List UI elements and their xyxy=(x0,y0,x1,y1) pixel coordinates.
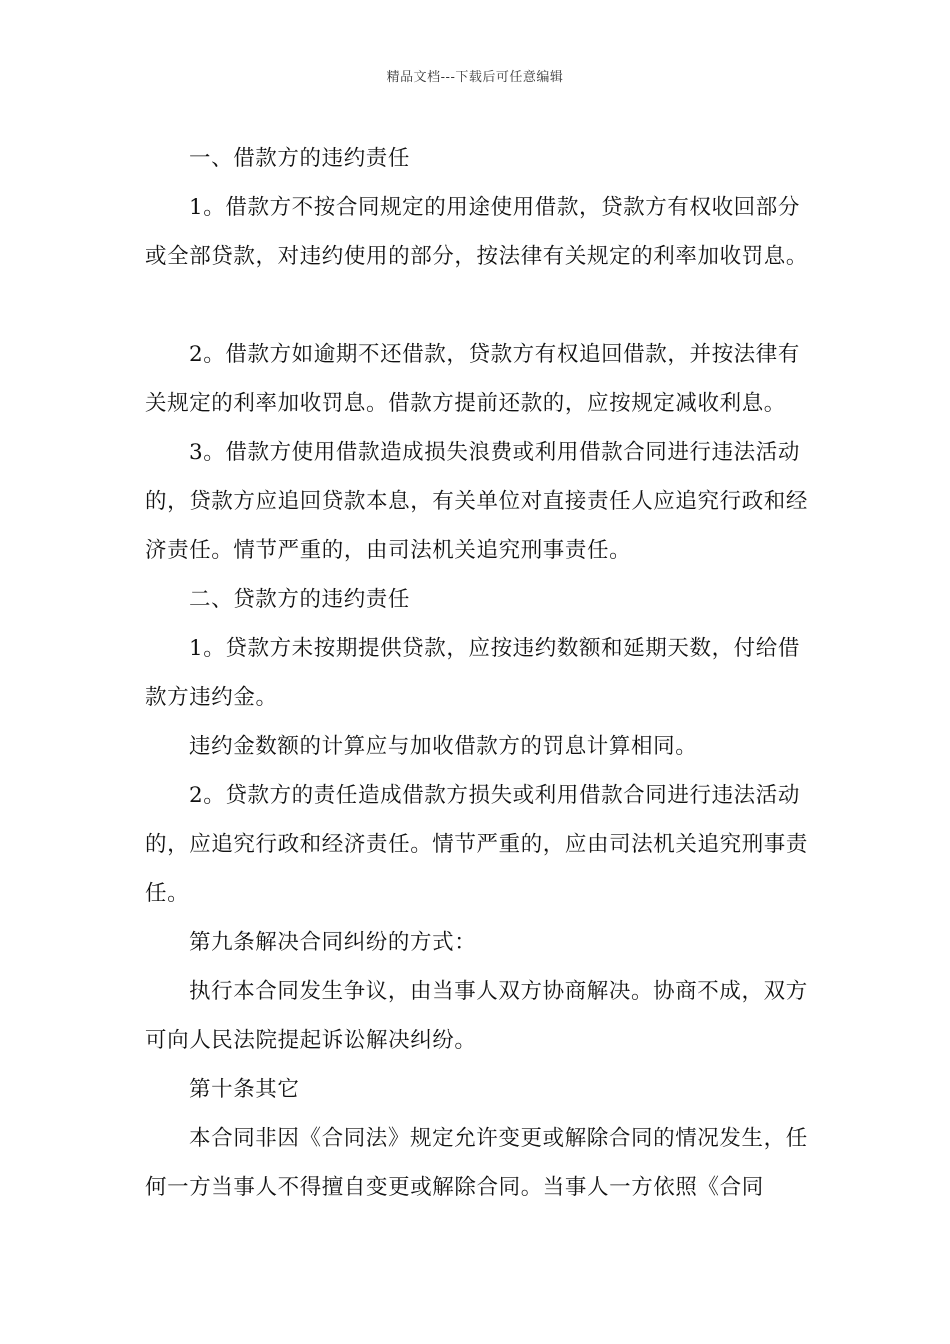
paragraph-spacer xyxy=(145,281,815,330)
clause-paragraph: 2。借款方如逾期不还借款，贷款方有权追回借款，并按法律有关规定的利率加收罚息。借款方提前还款的，应按规定减收利息。 xyxy=(145,342,800,416)
document-body xyxy=(145,134,815,1212)
clause-paragraph: 1。贷款方未按期提供贷款，应按违约数额和延期天数，付给借款方违约金。 xyxy=(145,636,800,710)
page-header: 精品文档---下载后可任意编辑 xyxy=(386,70,564,85)
clause-paragraph: 本合同非因《合同法》规定允许变更或解除合同的情况发生，任何一方当事人不得擅自变更或解除合同。当事人一方依照《合同 xyxy=(145,1126,808,1200)
article-heading-other: 第十条其它 xyxy=(189,1077,300,1102)
section-heading-borrower-liability: 一、借款方的违约责任 xyxy=(189,146,411,171)
section-heading-lender-liability: 二、贷款方的违约责任 xyxy=(189,587,411,612)
clause-paragraph: 违约金数额的计算应与加收借款方的罚息计算相同。 xyxy=(189,734,698,759)
clause-paragraph: 1。借款方不按合同规定的用途使用借款，贷款方有权收回部分或全部贷款，对违约使用的部分，按法律有关规定的利率加收罚息。 xyxy=(145,195,809,269)
clause-paragraph: 3。借款方使用借款造成损失浪费或利用借款合同进行违法活动的，贷款方应追回贷款本息，有关单位对直接责任人应追究行政和经济责任。情节严重的，由司法机关追究刑事责任。 xyxy=(145,440,809,563)
clause-paragraph: 执行本合同发生争议，由当事人双方协商解决。协商不成，双方可向人民法院提起诉讼解决纠纷。 xyxy=(145,979,808,1053)
article-heading-dispute-resolution: 第九条解决合同纠纷的方式： xyxy=(189,930,477,955)
clause-paragraph: 2。贷款方的责任造成借款方损失或利用借款合同进行违法活动的，应追究行政和经济责任。情节严重的，应由司法机关追究刑事责任。 xyxy=(145,783,809,906)
